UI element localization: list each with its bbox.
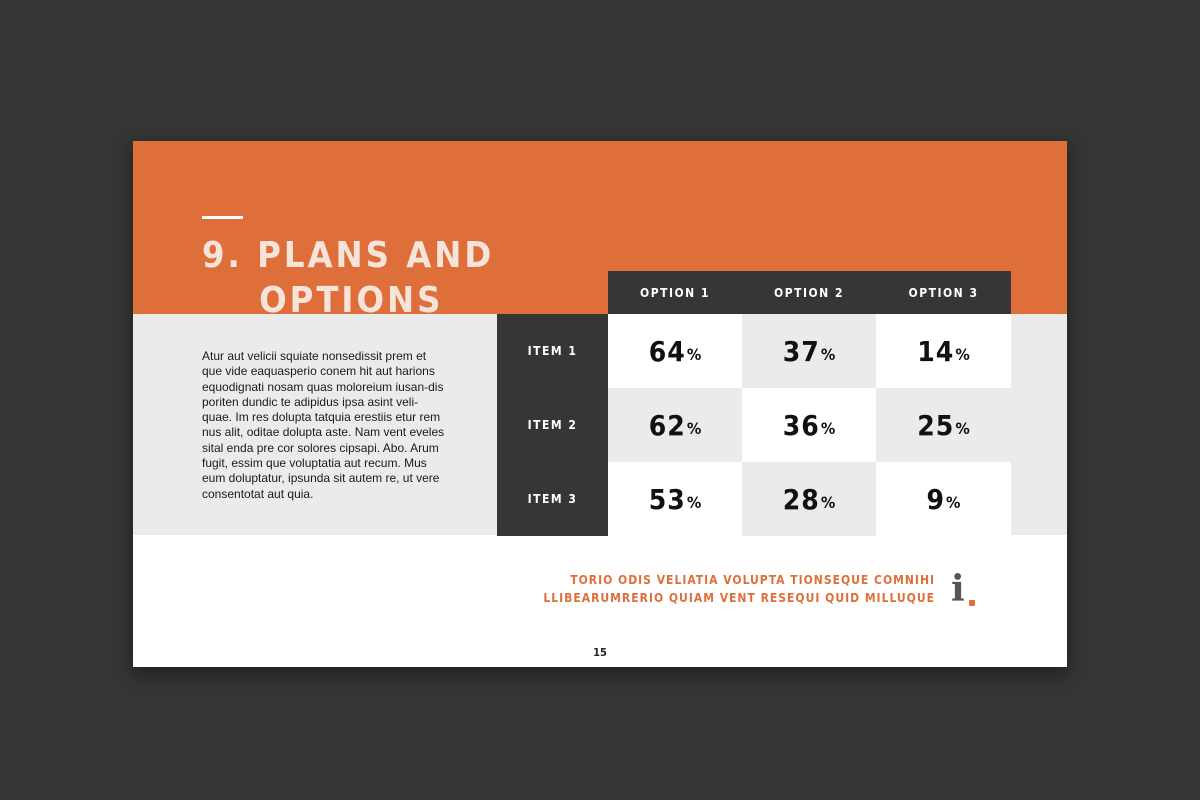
info-icon: i — [951, 568, 965, 610]
table-cell — [608, 462, 742, 536]
table-cell — [876, 388, 1011, 462]
cell-unit: % — [955, 418, 970, 438]
cell-value: 25 — [917, 408, 955, 442]
cell-value: 53 — [648, 482, 686, 516]
cell-unit: % — [686, 492, 702, 512]
cell-value: 62 — [648, 408, 686, 442]
cell-value: 9 — [926, 482, 946, 516]
table-cell — [742, 388, 876, 462]
cell-unit: % — [820, 344, 836, 364]
row-header-item-3: ITEM 3 — [497, 462, 608, 536]
cell-unit: % — [946, 492, 961, 512]
table-cell — [876, 314, 1011, 388]
table-cell — [742, 314, 876, 388]
page-title-line1: 9. PLANS AND — [202, 235, 495, 276]
page-number: 15 — [593, 646, 607, 659]
cell-value: 64 — [648, 334, 686, 368]
row-header-item-2: ITEM 2 — [497, 388, 608, 462]
column-header-option-1: OPTION 1 — [608, 271, 742, 314]
column-header-option-3: OPTION 3 — [876, 271, 1011, 314]
page-title-line2: OPTIONS — [259, 280, 444, 321]
cell-value: 37 — [782, 334, 820, 368]
footer-note-line1: TORIO ODIS VELIATIA VOLUPTA TIONSEQUE COMNIHI — [570, 573, 935, 587]
cell-value: 28 — [782, 482, 820, 516]
title-accent-line — [202, 216, 243, 219]
page-title — [202, 233, 494, 323]
cell-unit: % — [820, 492, 836, 512]
table-cell — [608, 314, 742, 388]
row-header-item-1: ITEM 1 — [497, 314, 608, 388]
footer-note — [543, 571, 935, 607]
info-icon-dot — [969, 600, 975, 606]
table-cell — [876, 462, 1011, 536]
table-cell — [742, 462, 876, 536]
cell-value: 14 — [917, 334, 955, 368]
footer-note-line2: LLIBEARUMRERIO QUIAM VENT RESEQUI QUID MILLUQUE — [543, 591, 935, 605]
cell-unit: % — [955, 344, 970, 364]
body-paragraph: Atur aut velicii squiate nonsedissit prem et que vide eaquasperio conem hit aut harions equodignati nosam quas moloreium iusan-dis poriten dundic te adipidus ipsa asint veli-quae. Im res dolupta tatquia erestiis etur rem nus alit, oditae dolupta aste. Nam vent eveles sital enda pre cor solores cipsapi. Abo. Arum fugit, essim que voluptatia aut recum. Mus eum doluptatur, ipsunda sit autem re, ut vere consentotat aut quia. — [202, 349, 445, 501]
cell-unit: % — [686, 418, 702, 438]
cell-unit: % — [686, 344, 702, 364]
column-header-option-2: OPTION 2 — [742, 271, 876, 314]
table-cell — [608, 388, 742, 462]
cell-unit: % — [820, 418, 836, 438]
cell-value: 36 — [782, 408, 820, 442]
slide-page — [133, 141, 1067, 667]
